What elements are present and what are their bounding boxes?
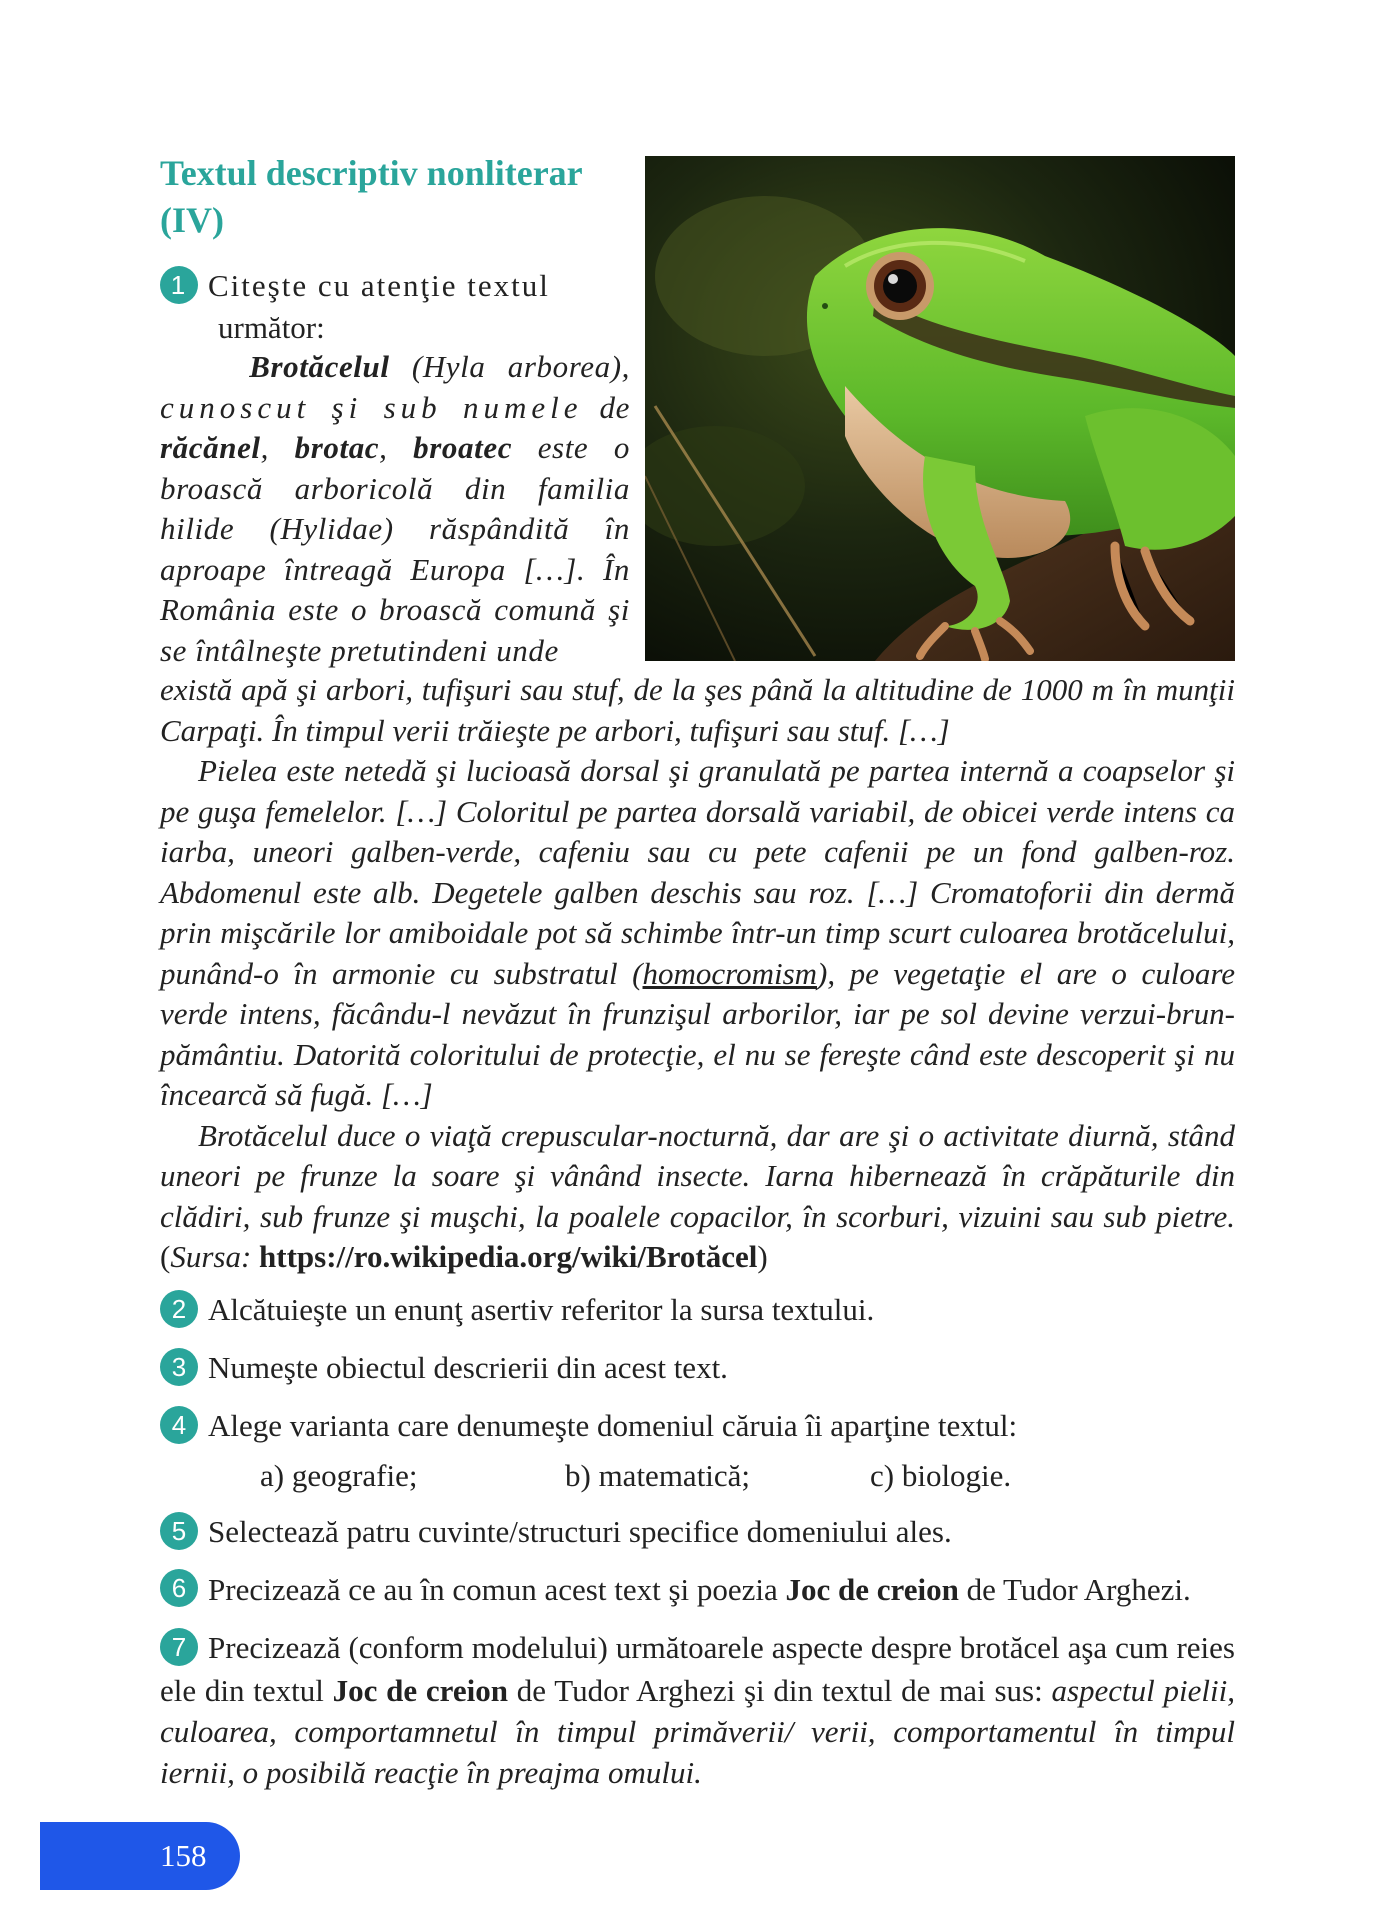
question-3 (160, 1348, 1235, 1390)
source-url[interactable]: https://ro.wikipedia.org/wiki/Brotăcel (259, 1239, 758, 1274)
homocromism-link[interactable]: homocromism (642, 955, 818, 991)
question-number-badge: 7 (160, 1628, 198, 1666)
question-7-text-b: de Tudor Arghezi şi din textul de mai sus: (516, 1673, 1043, 1709)
question-number-badge: 4 (160, 1406, 198, 1444)
question-6-text-a: Precizează ce au în comun acest text şi poezia (208, 1571, 778, 1607)
intro-rest: este o broască arboricolă din familia hilide (Hylidae) răspândită în aproape întreagă Europa […]. În România este o broască comună şi se întâlneşte pretutindeni unde (160, 430, 631, 668)
question-number-badge: 3 (160, 1348, 198, 1386)
frog-name: Brotăcelul (249, 349, 390, 384)
question-4 (160, 1406, 1235, 1448)
page-title: Textul descriptiv nonliterar (IV) (160, 153, 582, 240)
frog-text-body (160, 670, 1235, 1278)
source-label: Sursa: (170, 1239, 252, 1274)
alias-3: broatec (413, 430, 513, 465)
question-4-text: Alege varianta care denumeşte domeniul căruia îi aparţine textul: (208, 1407, 1018, 1443)
question-4-options (160, 1456, 1235, 1496)
tree-frog-photo (645, 156, 1235, 661)
poem-title: Joc de creion (785, 1571, 959, 1607)
paragraph-2 (160, 751, 1235, 1116)
question-1-line1 (160, 266, 630, 308)
poem-title: Joc de creion (332, 1673, 508, 1709)
question-6 (160, 1570, 1235, 1612)
alias-1: răcănel (160, 430, 261, 465)
question-number-badge: 1 (160, 266, 198, 304)
page-number: 158 (40, 1822, 240, 1890)
known-as: cunoscut şi sub numele (160, 389, 583, 425)
source-paren-open: ( (160, 1239, 171, 1274)
question-2-text: Alcătuieşte un enunţ asertiv referitor la sursa textului. (208, 1292, 875, 1327)
question-1-instruction: Citeşte cu atenţie textul (208, 268, 550, 303)
tree-frog-illustration (645, 156, 1235, 661)
question-number-badge: 2 (160, 1290, 198, 1328)
word-de: de (599, 389, 630, 425)
alias-2: brotac (294, 430, 380, 465)
option-c: c) biologie. (870, 1457, 1012, 1493)
question-5-text: Selectează patru cuvinte/structuri specifice domeniului ales. (208, 1513, 952, 1549)
question-number-badge: 5 (160, 1512, 198, 1550)
question-2 (160, 1290, 1235, 1332)
paragraph-3-text: Brotăcelul duce o viaţă crepuscular-nocturnă, dar are şi o activitate diurnă, stând uneori pe frunze la soare şi vânând insecte. Iarna hibernează în crăpăturile din clădiri, sub frunze şi muşchi, la poalele copacilor, în scorburi, vizuini sau sub pietre. (160, 1117, 1235, 1234)
option-a: a) geografie; (260, 1457, 418, 1493)
question-1 (160, 266, 630, 348)
question-7 (160, 1627, 1235, 1793)
question-1-instruction-cont: următor: (218, 309, 325, 345)
paragraph-2-text-a: Pielea este netedă şi lucioasă dorsal şi granulată pe partea internă a coapselor şi pe guşa femelelor. […] Coloritul pe partea dorsală variabil, de obicei verde intens ca iarba, uneori galben-verde, cafeniu sau cu pete cafenii pe un fond galben-roz. Abdomenul este alb. Degetele galben deschis sau roz. […] Cromatoforii din dermă prin mişcările lor amiboidale pot să schimbe într-un timp scurt culoarea brotăcelului, punând-o în armonie cu substratul ( (160, 753, 1235, 991)
question-6-text-b: de Tudor Arghezi. (966, 1571, 1191, 1607)
source-paren-close: ) (757, 1239, 768, 1274)
frog-text-intro: Brotăcelul (Hyla arborea), cunoscut şi sub numele de răcănel, brotac, broatec este o broască arboricolă din familia hilide (Hylidae) răspândită în aproape întreagă Europa […]. În România este o broască comună şi se întâlneşte pretutindeni unde (160, 349, 631, 668)
paragraph-1-continued: există apă şi arbori, tufişuri sau stuf, de la şes până la altitudine de 1000 m în munţii Carpaţi. În timpul verii trăieşte pe arbori, tufişuri sau stuf. […] (160, 672, 1235, 748)
paragraph-3 (160, 1116, 1235, 1278)
questions-list (160, 1290, 1235, 1809)
question-3-text: Numeşte obiectul descrierii din acest text. (208, 1349, 728, 1385)
latin-name: (Hyla arborea), (411, 349, 630, 384)
option-b: b) matematică; (565, 1457, 751, 1493)
question-5 (160, 1512, 1235, 1554)
question-7-text-a: Precizează (conform modelului) următoarele aspecte despre brotăcel aşa cum reies ele din textul (160, 1630, 1235, 1709)
question-number-badge: 6 (160, 1569, 198, 1607)
question-7-aspects: aspectul pielii, culoarea, comportamnetul în timpul primăverii/ verii, comportamentul în timpul iernii, o posibilă reacţie în preajma omului. (160, 1673, 1235, 1791)
paragraph-2-text-b: ), pe vegetaţie el are o culoare verde intens, făcându-l nevăzut în frunzişul arborilor, iar pe sol devine verzui-brun-pământiu. Datorită coloritului de protecţie, el nu se fereşte când este descoperit şi nu încearcă să fugă. […] (160, 955, 1235, 1112)
